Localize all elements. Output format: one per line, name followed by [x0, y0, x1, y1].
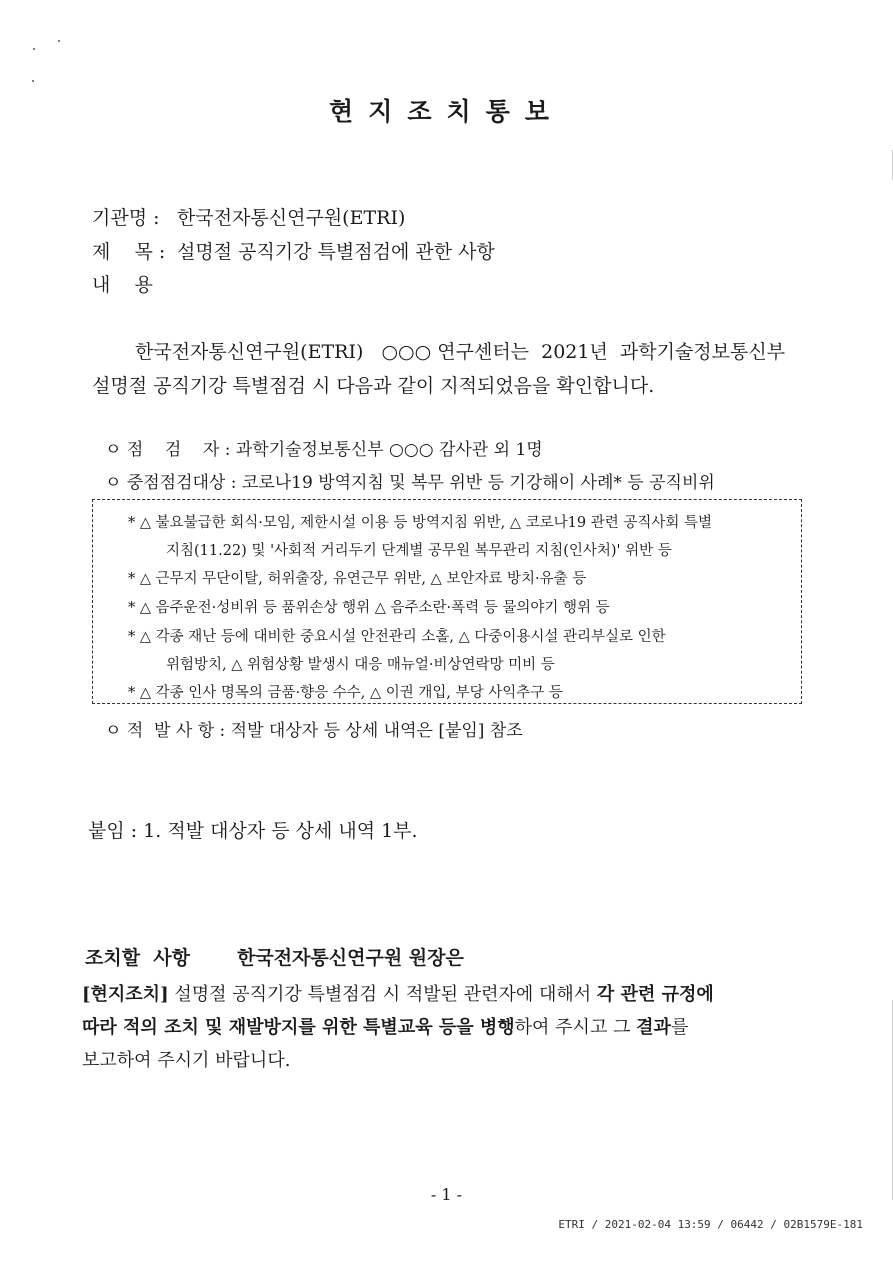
- action-line-1: [82, 980, 714, 1006]
- scan-speck: [32, 80, 34, 82]
- org-row: [92, 203, 405, 230]
- action-line-3: 보고하여 주시기 바랍니다.: [82, 1050, 291, 1071]
- action-target: 한국전자통신연구원 원장은: [237, 947, 464, 969]
- action-line-2-tail: 를: [670, 1017, 689, 1038]
- on-site-action-tag: [현지조치]: [82, 984, 169, 1005]
- org-label: 기관명 :: [92, 207, 160, 229]
- subject-label: 제 목 :: [92, 241, 166, 263]
- action-line-2-bold-result: 결과: [636, 1017, 671, 1038]
- org-value: 한국전자통신연구원(ETRI): [177, 207, 406, 229]
- scan-speck: [33, 48, 35, 50]
- box-line: * △ 각종 재난 등에 대비한 중요시설 안전관리 소홀, △ 다중이용시설 관리부실로 인한: [128, 629, 666, 645]
- content-label: 내 용: [92, 274, 153, 296]
- box-line: 위험방치, △ 위험상황 발생시 대응 매뉴얼·비상연락망 미비 등: [166, 657, 555, 673]
- findings-item: ㅇ 적 발 사 항 : 적발 대상자 등 상세 내역은 [붙임] 참조: [105, 721, 523, 741]
- action-label: 조치할 사항: [85, 947, 190, 969]
- action-line-1-text: 설명절 공직기강 특별점검 시 적발된 관련자에 대해서: [168, 984, 597, 1005]
- document-title: 현지조치통보: [329, 97, 564, 126]
- box-line: * △ 근무지 무단이탈, 허위출장, 유연근무 위반, △ 보안자료 방치·유출 등: [128, 571, 587, 587]
- action-line-1-bold: 각 관련 규정에: [596, 984, 714, 1005]
- box-line: * △ 음주운전·성비위 등 품위손상 행위 △ 음주소란·폭력 등 물의야기 행위 등: [128, 600, 610, 616]
- scan-speck: [58, 40, 60, 42]
- inspector-item: ㅇ 점 검 자 : 과학기술정보통신부 ○○○ 감사관 외 1명: [105, 440, 543, 460]
- action-line-2-text: 하여 주시고 그: [514, 1017, 637, 1038]
- box-line: * △ 불요불급한 회식·모임, 제한시설 이용 등 방역지침 위반, △ 코로나19 관련 공직사회 특별: [128, 515, 712, 531]
- intro-line-1: 한국전자통신연구원(ETRI) ○○○ 연구센터는 2021년 과학기술정보통신부: [135, 341, 786, 363]
- action-line-2: [82, 1013, 688, 1039]
- attachment-note: 붙임 : 1. 적발 대상자 등 상세 내역 1부.: [88, 820, 418, 842]
- action-line-2-bold: 따라 적의 조치 및 재발방지를 위한 특별교육 등을 병행: [82, 1017, 515, 1038]
- page-number: - 1 -: [430, 1185, 463, 1204]
- focus-item: ㅇ 중점점검대상 : 코로나19 방역지침 및 복무 위반 등 기강해이 사례* 등 공직비위: [105, 473, 715, 493]
- subject-value: 설명절 공직기강 특별점검에 관한 사항: [177, 241, 495, 263]
- box-line: * △ 각종 인사 명목의 금품·향응 수수, △ 이권 개입, 부당 사익추구 등: [128, 685, 563, 701]
- intro-line-2: 설명절 공직기강 특별점검 시 다음과 같이 지적되었음을 확인합니다.: [92, 375, 655, 397]
- box-line: 지침(11.22) 및 '사회적 거리두기 단계별 공무원 복무관리 지침(인사처)' 위반 등: [166, 543, 672, 559]
- fax-stamp: ETRI / 2021-02-04 13:59 / 06442 / 02B1579E-181: [558, 1218, 863, 1231]
- subject-row: [92, 237, 495, 264]
